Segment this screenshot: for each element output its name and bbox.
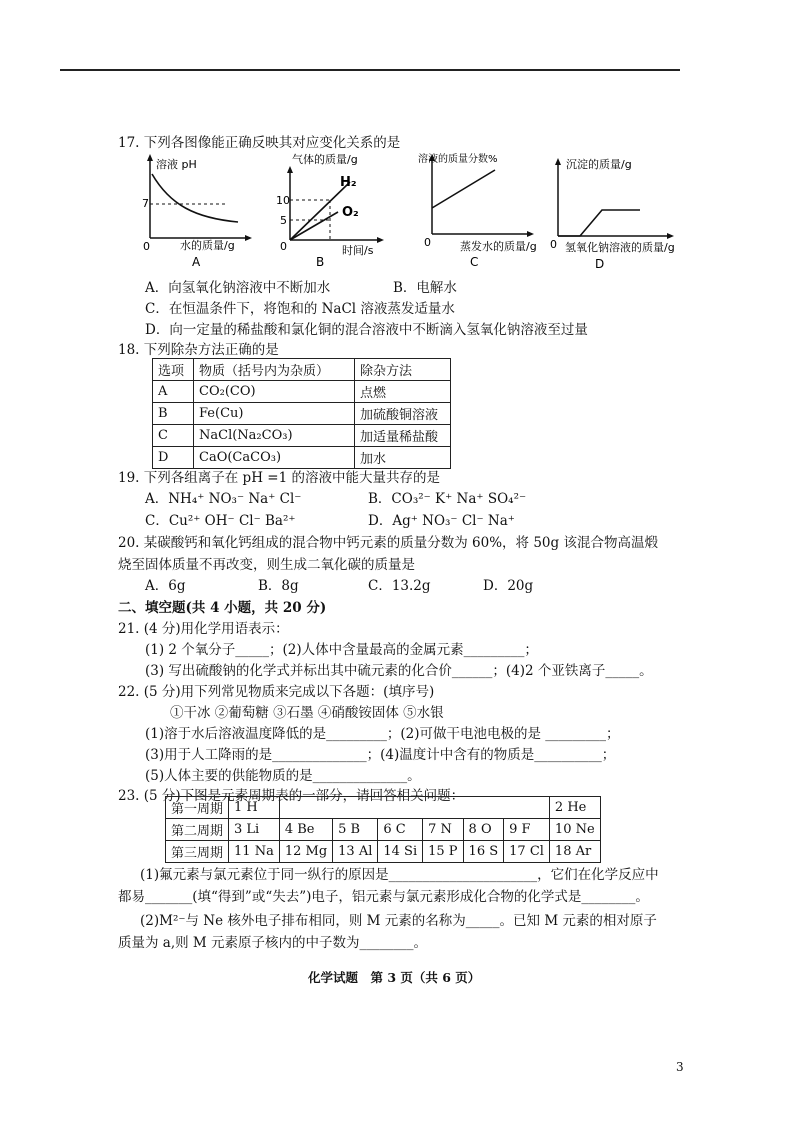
header-cell: 除杂方法 (355, 359, 451, 381)
element-cell: 4 Be (279, 819, 332, 841)
graph-b-h2-label: H₂ (340, 175, 357, 190)
graph-c-ylabel-text: 溶液的质量分数% (418, 154, 498, 165)
q22-line1: (1)溶于水后溶液温度降低的是_________；(2)可做干电池电极的是 _________； (145, 726, 620, 742)
table-cell: Fe(Cu) (194, 403, 355, 425)
graph-b-h2-line (290, 182, 350, 240)
graph-a-x-arrow (245, 235, 252, 241)
period-label: 第三周期 (166, 841, 229, 863)
period-row (166, 797, 601, 819)
q22-choices: ①干冰 ②葡萄糖 ③石墨 ④硝酸铵固体 ⑤水银 (170, 705, 444, 721)
graph-c-letter: C (470, 255, 479, 269)
q22-line2: (3)用于人工降雨的是______________；(4)温度计中含有的物质是__________； (145, 747, 616, 763)
graph-a-xlabel: 水的质量/g (180, 239, 235, 252)
q20-option-a: A．6g (145, 578, 186, 594)
graph-d-curve (558, 210, 640, 236)
graph-d (550, 157, 675, 271)
q17-stem: 17. 下列各图像能正确反映其对应变化关系的是 (118, 135, 401, 151)
element-cell: 8 O (463, 819, 504, 841)
graph-d-y-arrow (555, 158, 561, 165)
q17-option-c: C．在恒温条件下，将饱和的 NaCl 溶液蒸发适量水 (145, 301, 455, 317)
element-cell: 15 P (423, 841, 463, 863)
header-cell: 选项 (153, 359, 194, 381)
graph-d-xlabel: 氢氧化钠溶液的质量/g (565, 241, 675, 254)
graph-c-tick-0: 0 (424, 236, 431, 249)
q17-option-b: B．电解水 (393, 280, 457, 296)
graph-b-tick-0: 0 (280, 240, 287, 253)
table-cell: CaO(CaCO₃) (194, 447, 355, 469)
header-rule (60, 69, 680, 71)
element-cell: 5 B (333, 819, 378, 841)
table-row (153, 425, 451, 447)
page-number: 3 (676, 1060, 684, 1074)
graph-a-tick-0: 0 (143, 240, 150, 253)
q20-option-c: C．13.2g (368, 578, 431, 594)
q20-line2: 烧至固体质量不再改变，则生成二氧化碳的质量是 (118, 557, 415, 573)
element-cell: 10 Ne (549, 819, 600, 841)
graph-b (276, 152, 384, 269)
graph-b-xlabel: 时间/s (342, 244, 374, 257)
period-label: 第一周期 (166, 797, 229, 819)
element-cell: 3 Li (229, 819, 280, 841)
graph-d-x-arrow (667, 233, 674, 239)
q21-line2: (3) 写出硫酸钠的化学式并标出其中硫元素的化合价______；(4)2 个亚铁离子_____。 (145, 663, 653, 679)
graph-a-ylabel: 溶液 pH (156, 158, 197, 171)
q20-option-d: D．20g (483, 578, 534, 594)
q23-stem: 23. (5 分)下图是元素周期表的一部分，请回答相关问题： (118, 788, 465, 804)
graph-c-xlabel: 蒸发水的质量/g (460, 240, 537, 253)
element-cell: 2 He (549, 797, 600, 819)
q23-part1-line2: 都易_______(填“得到”或“失去”)电子，铝元素与氯元素形成化合物的化学式是________。 (118, 889, 649, 905)
q17-graphs (140, 150, 700, 275)
element-cell: 17 Cl (504, 841, 550, 863)
period-label: 第二周期 (166, 819, 229, 841)
table-cell: 加硫酸铜溶液 (355, 403, 451, 425)
graph-b-x-arrow (377, 237, 384, 243)
element-cell: 9 F (504, 819, 550, 841)
q22-line3: (5)人体主要的供能物质的是______________。 (145, 768, 421, 784)
graph-a (142, 154, 252, 269)
table-cell: CO₂(CO) (194, 381, 355, 403)
element-cell: 12 Mg (279, 841, 332, 863)
element-cell: 13 Al (333, 841, 378, 863)
q22-stem: 22. (5 分)用下列常见物质来完成以下各题：(填序号) (118, 684, 435, 700)
period-row (166, 819, 601, 841)
empty-span-cell (279, 797, 549, 819)
q21-stem: 21. (4 分)用化学用语表示： (118, 621, 289, 637)
period-row (166, 841, 601, 863)
q23-part1-line1: (1)氟元素与氯元素位于同一纵行的原因是______________________，它们在化学反应中 (140, 867, 659, 883)
table-cell: D (153, 447, 194, 469)
q19-option-a: A．NH₄⁺ NO₃⁻ Na⁺ Cl⁻ (145, 491, 302, 507)
table-cell: 加适量稀盐酸 (355, 425, 451, 447)
q18-stem: 18. 下列除杂方法正确的是 (118, 342, 279, 358)
element-cell: 7 N (423, 819, 463, 841)
element-cell: 1 H (229, 797, 280, 819)
graph-c-ylabel (418, 152, 498, 165)
table-cell: B (153, 403, 194, 425)
q17-option-a: A．向氢氧化钠溶液中不断加水 (145, 280, 331, 296)
element-cell: 11 Na (229, 841, 280, 863)
table-row (153, 403, 451, 425)
graph-b-ylabel: 气体的质量/g (292, 153, 358, 166)
q20-option-b: B．8g (258, 578, 299, 594)
graph-b-y-arrow (287, 166, 293, 173)
graph-b-letter: B (316, 255, 325, 269)
q17-option-d: D．向一定量的稀盐酸和氯化铜的混合溶液中不断滴入氢氧化钠溶液至过量 (145, 322, 588, 338)
section-heading: 二、填空题(共 4 小题，共 20 分) (118, 600, 327, 616)
q20-line1: 20. 某碳酸钙和氧化钙组成的混合物中钙元素的质量分数为 60%，将 50g 该混合物高温煅 (118, 535, 658, 551)
table-cell: 加水 (355, 447, 451, 469)
element-cell: 14 Si (378, 841, 423, 863)
element-cell: 6 C (378, 819, 423, 841)
graph-d-letter: D (595, 257, 605, 271)
graph-b-tick-5: 5 (280, 214, 287, 227)
q23-part2-line1: (2)M²⁻与 Ne 核外电子排布相同，则 M 元素的名称为_____。已知 M 元素的相对原子 (140, 913, 657, 929)
element-cell: 18 Ar (549, 841, 600, 863)
graph-d-ylabel: 沉淀的质量/g (566, 158, 632, 171)
graph-a-letter: A (192, 255, 201, 269)
q19-option-c: C．Cu²⁺ OH⁻ Cl⁻ Ba²⁺ (145, 513, 296, 529)
page-footer: 化学试题 第 3 页（共 6 页） (308, 970, 481, 985)
periodic-table (165, 796, 601, 863)
graph-a-y-arrow (147, 154, 153, 161)
table-cell: A (153, 381, 194, 403)
graph-c (418, 152, 537, 269)
graph-a-tick-7: 7 (142, 197, 149, 210)
graph-a-curve (152, 174, 238, 222)
q19-stem: 19. 下列各组离子在 pH =1 的溶液中能大量共存的是 (118, 470, 440, 486)
graph-b-o2-label: O₂ (342, 205, 359, 220)
table-cell: NaCl(Na₂CO₃) (194, 425, 355, 447)
q23-part2-line2: 质量为 a,则 M 元素原子核内的中子数为________。 (118, 935, 428, 951)
q19-option-b: B．CO₃²⁻ K⁺ Na⁺ SO₄²⁻ (368, 491, 527, 507)
graph-d-tick-0: 0 (550, 238, 557, 251)
q19-option-d: D．Ag⁺ NO₃⁻ Cl⁻ Na⁺ (368, 513, 515, 529)
table-row (153, 381, 451, 403)
q18-table (152, 358, 451, 469)
table-cell: 点燃 (355, 381, 451, 403)
graph-c-line (432, 170, 495, 208)
element-cell: 16 S (463, 841, 504, 863)
header-cell: 物质（括号内为杂质） (194, 359, 355, 381)
table-cell: C (153, 425, 194, 447)
graph-c-x-arrow (527, 231, 534, 237)
graph-b-tick-10: 10 (276, 194, 290, 207)
table-header-row (153, 359, 451, 381)
q21-line1: (1) 2 个氧分子_____；(2)人体中含量最高的金属元素_________； (145, 642, 538, 658)
